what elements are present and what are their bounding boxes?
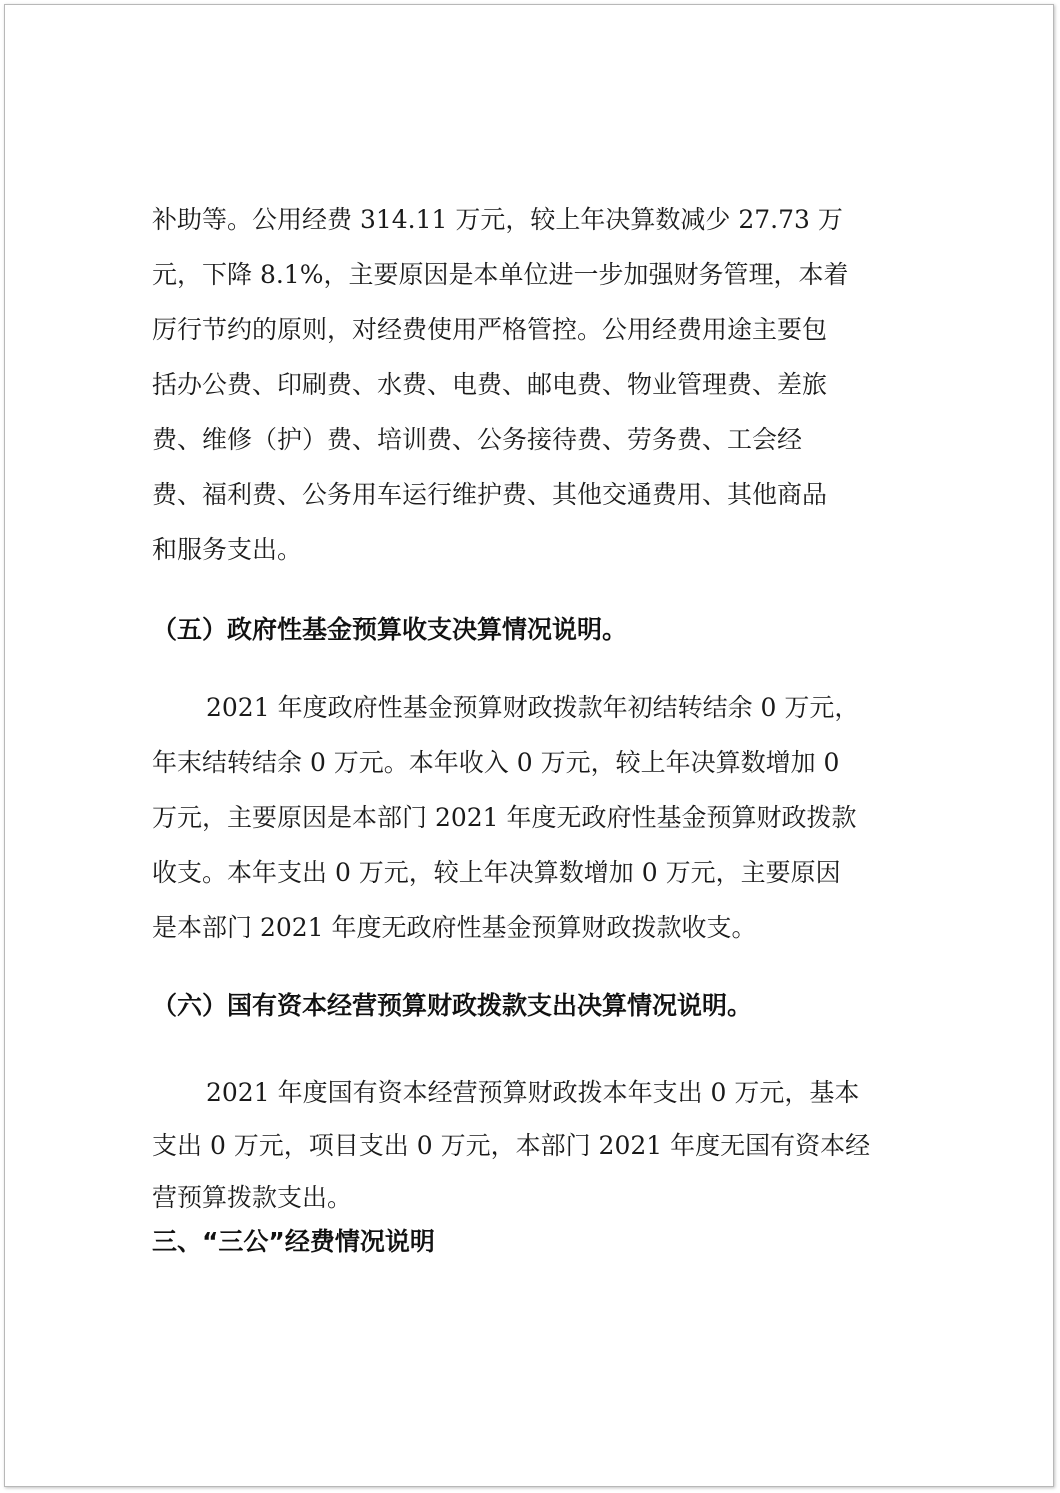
paragraph-line: 支出 0 万元，项目支出 0 万元，本部门 2021 年度无国有资本经 [152,1131,871,1160]
paragraph-line: 营预算拨款支出。 [152,1183,353,1212]
paragraph-line: 2021 年度政府性基金预算财政拨款年初结转结余 0 万元， [206,693,860,722]
paragraph-line: 费、福利费、公务用车运行维护费、其他交通费用、其他商品 [152,480,828,509]
paragraph-line: 是本部门 2021 年度无政府性基金预算财政拨款收支。 [152,913,757,942]
paragraph-line: 厉行节约的原则，对经费使用严格管控。公用经费用途主要包 [152,315,828,344]
paragraph-line: 费、维修（护）费、培训费、公务接待费、劳务费、工会经 [152,425,803,454]
paragraph-line: 元，下降 8.1%，主要原因是本单位进一步加强财务管理，本着 [152,260,849,289]
section-heading-5: （五）政府性基金预算收支决算情况说明。 [152,615,628,644]
paragraph-line: 和服务支出。 [152,535,303,564]
paragraph-line: 括办公费、印刷费、水费、电费、邮电费、物业管理费、差旅 [152,370,828,399]
paragraph-line: 2021 年度国有资本经营预算财政拨本年支出 0 万元，基本 [206,1078,860,1107]
paragraph-line: 年末结转结余 0 万元。本年收入 0 万元，较上年决算数增加 0 [152,748,840,777]
section-heading-3: 三、“三公”经费情况说明 [152,1227,435,1256]
paragraph-line: 收支。本年支出 0 万元，较上年决算数增加 0 万元，主要原因 [152,858,841,887]
document-page [4,4,1054,1487]
paragraph-line: 补助等。公用经费 314.11 万元，较上年决算数减少 27.73 万 [152,205,843,234]
paragraph-line: 万元，主要原因是本部门 2021 年度无政府性基金预算财政拨款 [152,803,857,832]
section-heading-6: （六）国有资本经营预算财政拨款支出决算情况说明。 [152,991,753,1020]
